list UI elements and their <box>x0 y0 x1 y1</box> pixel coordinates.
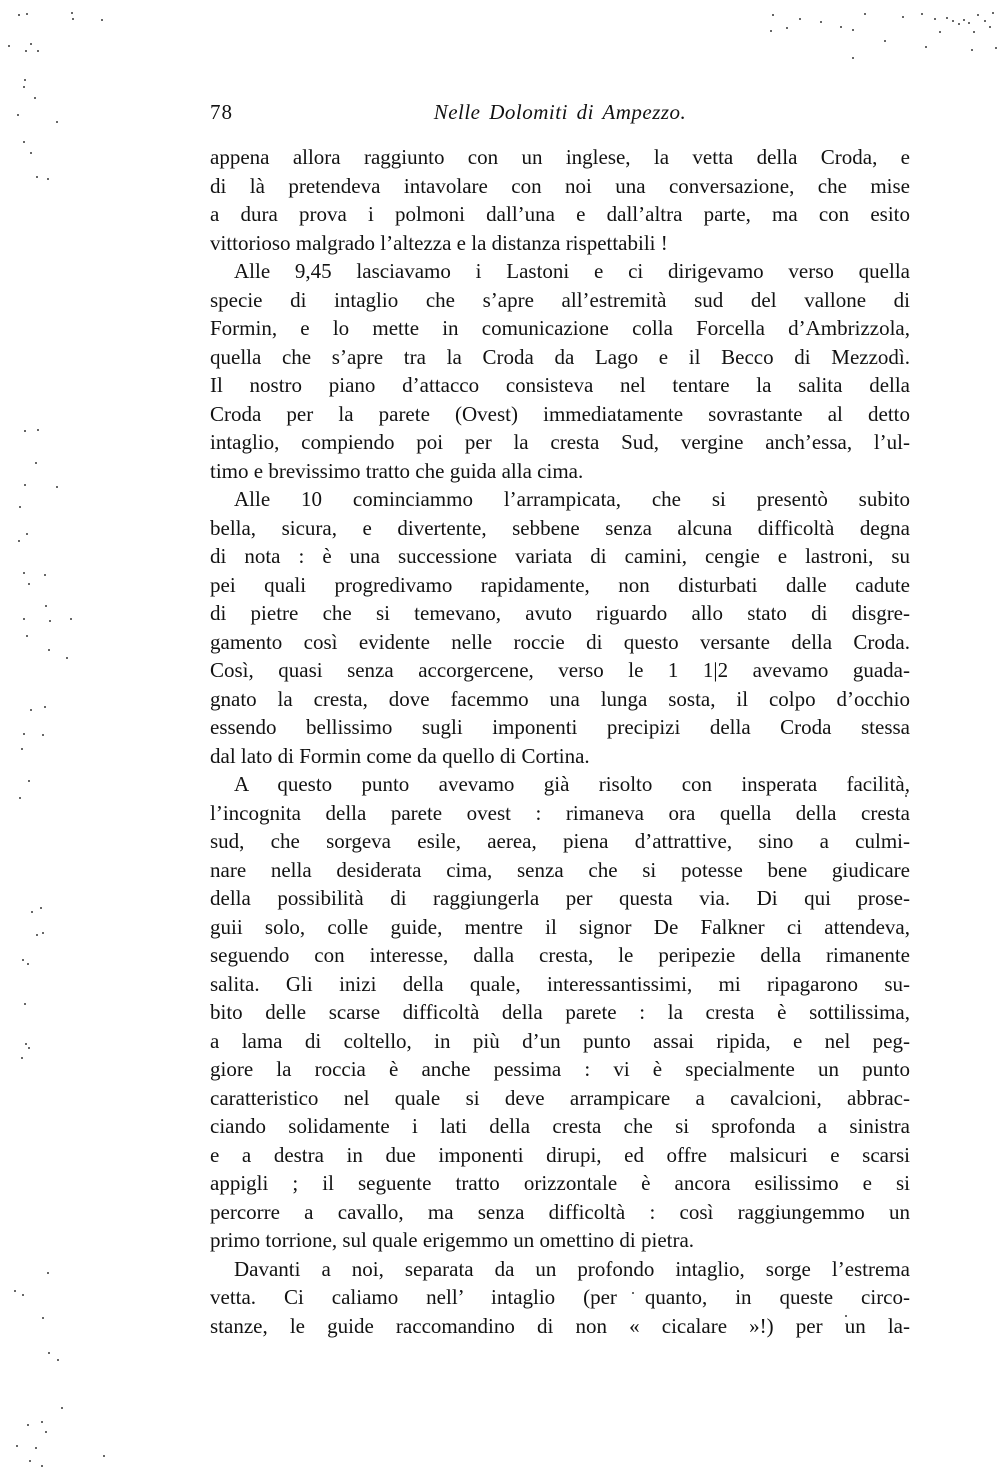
text-line: caratteristico nel quale si deve arrampicare a cavalcioni, abbrac- <box>210 1085 910 1110</box>
page-header <box>210 100 910 126</box>
text-line: vittorioso malgrado l’altezza e la distanza rispettabili ! <box>210 230 668 255</box>
text-line: a dura prova i polmoni dall’una e dall’altra parte, ma con esito <box>210 202 910 226</box>
text-line: essendo bellissimo sugli imponenti precipizi della Croda stessa <box>210 715 910 739</box>
text-line: Il nostro piano d’attacco consisteva nel tentare la salita della <box>210 373 910 397</box>
text-line: Formin, e lo mette in comunicazione colla Forcella d’Ambrizzola, <box>210 316 910 340</box>
text-line: appena allora raggiunto con un inglese, la vetta della Croda, e <box>210 145 910 169</box>
text-line: ciando solidamente i lati della cresta che si sprofonda a sinistra <box>210 1114 910 1138</box>
text-line: gnato la cresta, dove facemmo una lunga sosta, il colpo d’occhio <box>210 686 910 711</box>
text-line: della possibilità di raggiungerla per questa via. Di qui prose- <box>210 886 910 910</box>
text-line: nare nella desiderata cima, senza che si potesse bene giudicare <box>210 857 910 882</box>
text-line: specie di intaglio che s’apre all’estremità sud del vallone di <box>210 287 910 312</box>
text-line: timo e brevissimo tratto che guida alla cima. <box>210 458 584 483</box>
text-line: seguendo con interesse, dalla cresta, le peripezie della rimanente <box>210 943 910 967</box>
scan-noise-left-margin <box>24 430 26 432</box>
scan-noise-top-left <box>18 14 20 16</box>
text-line: salita. Gli inizi della quale, interessantissimi, mi ripagarono su- <box>210 971 910 996</box>
text-line: Alle 9,45 lasciavamo i Lastoni e ci dirigevamo verso quella <box>234 259 910 283</box>
text-line: bito delle scarse difficoltà della parete : la cresta è sottilissima, <box>210 1000 910 1024</box>
text-line: vetta. Ci caliamo nell’ intaglio (per quanto, in queste circo- <box>210 1285 910 1309</box>
page-number: 78 <box>210 100 233 124</box>
text-line: gamento così evidente nelle roccie di questo versante della Croda. <box>210 629 910 654</box>
text-line: guii solo, colle guide, mentre il signor De Falkner ci attendeva, <box>210 914 910 939</box>
text-line: giore la roccia è anche pessima : vi è specialmente un punto <box>210 1057 910 1081</box>
text-line: sud, che sorgeva esile, aerea, piena d’attrattive, sino a culmi- <box>210 829 910 853</box>
text-line: stanze, le guide raccomandino di non « cicalare »!) per un la- <box>210 1313 910 1338</box>
text-line: Così, quasi senza accorgercene, verso le 1 1|2 avevamo guada- <box>210 658 910 682</box>
text-line: a lama di coltello, in più d’un punto assai ripida, e nel peg- <box>210 1028 910 1053</box>
text-line: appigli ; il seguente tratto orizzontale è ancora esilissimo e si <box>210 1171 910 1195</box>
text-line: di nota : è una successione variata di camini, cengie e lastroni, su <box>210 544 910 568</box>
scan-noise-top-right <box>772 14 774 16</box>
text-line: l’incognita della parete ovest : rimaneva ora quella della cresta <box>210 800 910 825</box>
text-line: percorre a cavallo, ma senza difficoltà : così raggiungemmo un <box>210 1199 910 1224</box>
text-line: intaglio, compiendo poi per la cresta Sud, vergine anch’essa, l’ul- <box>210 430 910 454</box>
text-line: bella, sicura, e divertente, sebbene senza alcuna difficoltà degna <box>210 515 910 540</box>
text-line: A questo punto avevamo già risolto con insperata facilità, <box>234 772 910 796</box>
text-line: quella che s’apre tra la Croda da Lago e il Becco di Mezzodì. <box>210 344 910 369</box>
text-line: Davanti a noi, separata da un profondo intaglio, sorge l’estrema <box>234 1256 910 1281</box>
text-line: Croda per la parete (Ovest) immediatamente sovrastante al detto <box>210 401 910 426</box>
text-line: dal lato di Formin come da quello di Cortina. <box>210 743 590 768</box>
running-title: Nelle Dolomiti di Ampezzo. <box>433 100 687 124</box>
text-line: di pietre che si temevano, avuto riguardo allo stato di disgre- <box>210 601 910 625</box>
text-line: pei quali progredivamo rapidamente, non disturbati dalle cadute <box>210 572 910 597</box>
text-line: di là pretendeva intavolare con noi una conversazione, che mise <box>210 173 910 198</box>
text-line: Alle 10 cominciammo l’arrampicata, che si presentò subito <box>234 487 910 511</box>
text-line: primo torrione, sul quale erigemmo un omettino di pietra. <box>210 1228 695 1252</box>
text-block <box>210 143 910 1340</box>
text-line: e a destra in due imponenti dirupi, ed offre malsicuri e scarsi <box>210 1142 910 1167</box>
